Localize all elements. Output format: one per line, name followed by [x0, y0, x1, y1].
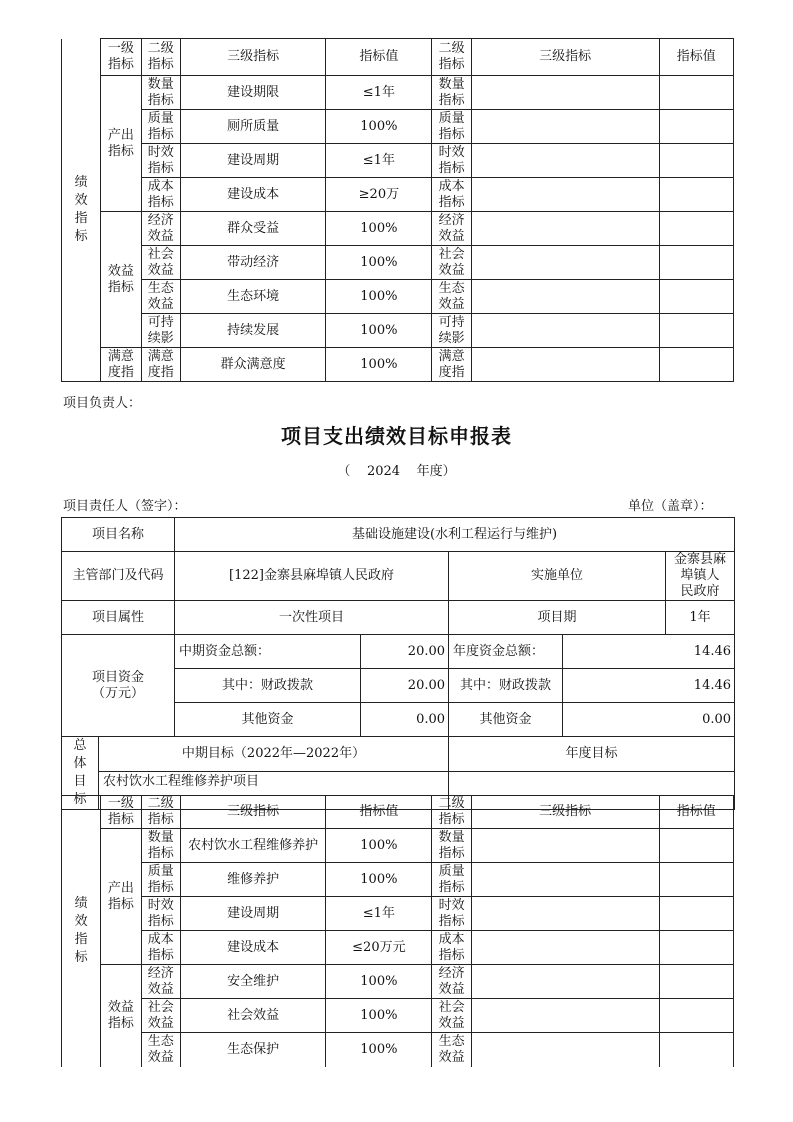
row-l3b-empty — [471, 144, 659, 178]
row-l3b-empty — [471, 76, 659, 110]
header-level1: 一级 指标 — [101, 796, 141, 829]
row-l2: 社会 效益 — [141, 999, 180, 1033]
row-l2b: 质量 指标 — [432, 863, 471, 897]
row-valueb-empty — [659, 178, 733, 212]
row-l2: 经济 效益 — [141, 965, 180, 999]
unit-label: 单位（盖章）： — [628, 499, 713, 514]
perf-label: 绩 效 指 标 — [62, 796, 101, 1067]
mid-goal-label: 中期目标（2022年—2022年） — [99, 737, 449, 772]
row-l3b-empty — [471, 999, 659, 1033]
row-l2b: 数量 指标 — [432, 829, 471, 863]
row-l2b: 成本 指标 — [432, 178, 471, 212]
row-l2: 时效 指标 — [141, 897, 180, 931]
row-l2b: 数量 指标 — [432, 76, 471, 110]
funds-label: 项目资金 （万元） — [62, 635, 175, 737]
row-valueb-empty — [659, 999, 733, 1033]
row-l2: 质量 指标 — [141, 863, 180, 897]
row-valueb-empty — [659, 110, 733, 144]
perf-label: 绩 效 指 标 — [62, 39, 101, 382]
mid-total-label: 中期资金总额： — [175, 635, 361, 669]
row-valueb-empty — [659, 931, 733, 965]
impl-value: 金寨县麻埠镇人 民政府 — [666, 552, 735, 601]
period-label: 项目期 — [449, 601, 666, 635]
row-l2b: 生态 效益 — [432, 1033, 471, 1067]
dept-label: 主管部门及代码 — [62, 552, 175, 601]
row-l3: 社会效益 — [180, 999, 325, 1033]
row-valueb-empty — [659, 829, 733, 863]
row-l3b-empty — [471, 863, 659, 897]
goal-label: 总 体 目 标 — [62, 737, 99, 810]
header-valueb: 指标值 — [659, 796, 733, 829]
year-fiscal-label: 其中：财政拨款 — [449, 669, 563, 703]
attr-value: 一次性项目 — [175, 601, 449, 635]
bottom-performance-table — [61, 795, 734, 1067]
period-value: 1年 — [666, 601, 735, 635]
row-value: 100% — [326, 348, 432, 382]
row-valueb-empty — [659, 348, 733, 382]
row-l2b: 可持 续影 — [432, 314, 471, 348]
row-l3: 维修养护 — [180, 863, 325, 897]
group-output: 产出 指标 — [101, 76, 141, 212]
row-valueb-empty — [659, 314, 733, 348]
mid-fiscal-label: 其中：财政拨款 — [175, 669, 361, 703]
header-level3: 三级指标 — [180, 796, 325, 829]
group-satisfaction: 满意 度指 — [101, 348, 141, 382]
year-total-value: 14.46 — [563, 635, 735, 669]
row-l2: 成本 指标 — [141, 931, 180, 965]
row-l3: 生态保护 — [180, 1033, 325, 1067]
row-l2b: 质量 指标 — [432, 110, 471, 144]
attr-label: 项目属性 — [62, 601, 175, 635]
row-l3: 建设期限 — [180, 76, 325, 110]
year-goal-label: 年度目标 — [449, 737, 735, 772]
header-level3: 三级指标 — [180, 39, 325, 76]
row-l3: 建设周期 — [180, 897, 325, 931]
project-leader-label: 项目负责人： — [63, 396, 142, 411]
header-value: 指标值 — [326, 39, 432, 76]
row-l2b: 时效 指标 — [432, 144, 471, 178]
signer-label: 项目责任人（签字）： — [63, 499, 187, 514]
row-l2: 成本 指标 — [141, 178, 180, 212]
top-performance-table — [61, 38, 734, 382]
row-l2b: 经济 效益 — [432, 965, 471, 999]
mid-other-label: 其他资金 — [175, 703, 361, 737]
year-fiscal-value: 14.46 — [563, 669, 735, 703]
project-info-table — [61, 517, 735, 810]
row-l2: 生态 效益 — [141, 280, 180, 314]
mid-total-value: 20.00 — [361, 635, 449, 669]
project-name: 基础设施建设(水利工程运行与维护) — [175, 518, 735, 552]
row-l3: 群众满意度 — [180, 348, 325, 382]
row-l2b: 社会 效益 — [432, 999, 471, 1033]
header-level1: 一级 指标 — [101, 39, 141, 76]
row-value: 100% — [326, 829, 432, 863]
row-l3b-empty — [471, 1033, 659, 1067]
row-l3: 建设成本 — [180, 178, 325, 212]
row-l3b-empty — [471, 314, 659, 348]
row-l3: 生态环境 — [180, 280, 325, 314]
row-value: 100% — [326, 863, 432, 897]
row-l3b-empty — [471, 280, 659, 314]
header-level3b: 三级指标 — [471, 796, 659, 829]
row-l2: 满意 度指 — [141, 348, 180, 382]
row-l2: 社会 效益 — [141, 246, 180, 280]
row-valueb-empty — [659, 246, 733, 280]
row-l3b-empty — [471, 178, 659, 212]
group-benefit: 效益 指标 — [101, 965, 141, 1067]
row-value: ≤1年 — [326, 897, 432, 931]
row-l3b-empty — [471, 110, 659, 144]
row-l3b-empty — [471, 348, 659, 382]
row-l2b: 社会 效益 — [432, 246, 471, 280]
row-l2b: 经济 效益 — [432, 212, 471, 246]
row-l3b-empty — [471, 246, 659, 280]
header-level2b: 二级 指标 — [432, 39, 471, 76]
row-value: 100% — [326, 212, 432, 246]
row-l3: 带动经济 — [180, 246, 325, 280]
row-l2: 可持 续影 — [141, 314, 180, 348]
header-valueb: 指标值 — [659, 39, 733, 76]
row-value: 100% — [326, 1033, 432, 1067]
row-value: ≤1年 — [326, 144, 432, 178]
project-name-label: 项目名称 — [62, 518, 175, 552]
group-output: 产出 指标 — [101, 829, 141, 965]
row-l2: 经济 效益 — [141, 212, 180, 246]
row-l2: 时效 指标 — [141, 144, 180, 178]
row-l2b: 生态 效益 — [432, 280, 471, 314]
row-valueb-empty — [659, 863, 733, 897]
row-l2b: 成本 指标 — [432, 931, 471, 965]
row-valueb-empty — [659, 965, 733, 999]
row-valueb-empty — [659, 144, 733, 178]
row-l2: 生态 效益 — [141, 1033, 180, 1067]
row-l3b-empty — [471, 212, 659, 246]
row-value: ≤20万元 — [326, 931, 432, 965]
row-value: 100% — [326, 965, 432, 999]
row-l3b-empty — [471, 829, 659, 863]
row-l3b-empty — [471, 897, 659, 931]
row-valueb-empty — [659, 897, 733, 931]
header-level3b: 三级指标 — [471, 39, 659, 76]
row-l2: 数量 指标 — [141, 829, 180, 863]
header-level2: 二级 指标 — [141, 796, 180, 829]
dept-value: [122]金寨县麻埠镇人民政府 — [175, 552, 449, 601]
impl-label: 实施单位 — [449, 552, 666, 601]
header-level2: 二级 指标 — [141, 39, 180, 76]
year-total-label: 年度资金总额： — [449, 635, 563, 669]
row-value: ≥20万 — [326, 178, 432, 212]
row-l2: 质量 指标 — [141, 110, 180, 144]
row-valueb-empty — [659, 280, 733, 314]
row-value: 100% — [326, 110, 432, 144]
row-l3: 农村饮水工程维修养护 — [180, 829, 325, 863]
row-value: 100% — [326, 280, 432, 314]
mid-fiscal-value: 20.00 — [361, 669, 449, 703]
row-value: 100% — [326, 246, 432, 280]
group-benefit: 效益 指标 — [101, 212, 141, 348]
row-l3b-empty — [471, 931, 659, 965]
row-l3b-empty — [471, 965, 659, 999]
header-level2b: 二级 指标 — [432, 796, 471, 829]
row-l3: 建设成本 — [180, 931, 325, 965]
row-l2b: 满意 度指 — [432, 348, 471, 382]
row-l3: 建设周期 — [180, 144, 325, 178]
year-other-value: 0.00 — [563, 703, 735, 737]
row-value: 100% — [326, 314, 432, 348]
row-value: ≤1年 — [326, 76, 432, 110]
row-l2: 数量 指标 — [141, 76, 180, 110]
row-l3: 安全维护 — [180, 965, 325, 999]
year-line: （ 2024 年度） — [337, 464, 456, 479]
mid-goal-text: 农村饮水工程维修养护项目 — [99, 772, 449, 810]
mid-other-value: 0.00 — [361, 703, 449, 737]
row-valueb-empty — [659, 76, 733, 110]
row-l2b: 时效 指标 — [432, 897, 471, 931]
row-value: 100% — [326, 999, 432, 1033]
header-value: 指标值 — [326, 796, 432, 829]
row-valueb-empty — [659, 1033, 733, 1067]
row-valueb-empty — [659, 212, 733, 246]
page-title: 项目支出绩效目标申报表 — [281, 424, 512, 448]
year-other-label: 其他资金 — [449, 703, 563, 737]
row-l3: 厕所质量 — [180, 110, 325, 144]
row-l3: 群众受益 — [180, 212, 325, 246]
row-l3: 持续发展 — [180, 314, 325, 348]
